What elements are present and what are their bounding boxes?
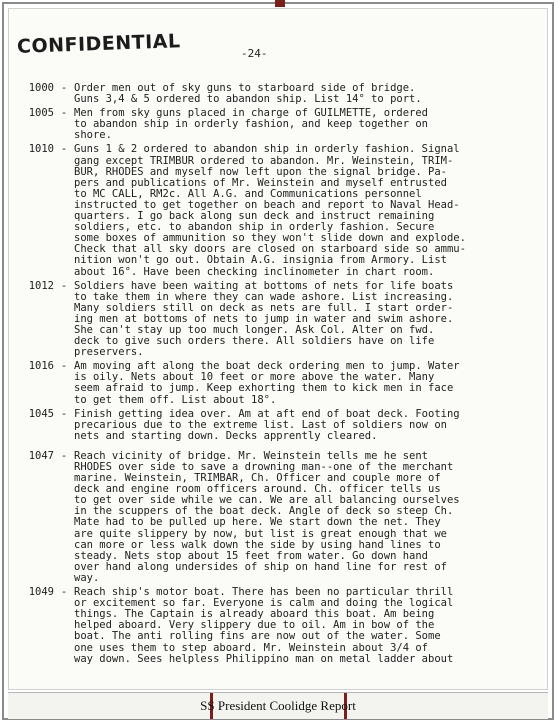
log-entry	[9, 361, 548, 405]
entry-dash: -	[60, 449, 68, 462]
entry-text: Soldiers have been waiting at bottoms of nets for life boats to take them in where they can wade ashore. List increasing. Many soldiers still on deck as nets are full. I start order- ing men at bottoms of nets to jump in water and swim ashore. She can't stay up too much longer. Ask Col. Alter on fwd. deck to give such orders there. All soldiers have on life preservers.	[74, 279, 454, 359]
caption-title: SS President Coolidge Report	[200, 698, 356, 713]
entry-text: Order men out of sky guns to starboard side of bridge. Guns 3,4 & 5 ordered to abandon ship. List 14° to port.	[74, 82, 422, 106]
log-entry	[9, 409, 548, 442]
log-entry	[9, 83, 548, 105]
entry-dash: -	[60, 82, 68, 94]
log-entry	[9, 108, 548, 141]
entry-dash: -	[60, 407, 68, 420]
entry-text: Guns 1 & 2 ordered to abandon ship in orderly fashion. Signal gang except TRIMBUR ordered to abandon. Mr. Weinstein, TRIM- BUR, RHODES and myself now left upon the signal bridge. Pa- pers and publications of Mr. Weinstein and myself entrusted to MC CALL, RM2c. All A.G. and Communications personnel instructed to get together on beach and report to Naval Head- quarters. I go back along sun deck and instruct remaining soldiers, etc. to abandon ship in orderly fashion. Secure some boxes of ammunition so they won't slide down and explode. Check that all sky doors are closed on starboard side so ammu- nition won't go out. Obtain A.G. insignia from Armory. List about 16°. Have been checking inclinometer in chart room.	[74, 143, 466, 278]
entry-text: Finish getting idea over. Am at aft end of boat deck. Footing precarious due to the extreme list. Last of soldiers now on nets and starting down. Decks apprently cleared.	[74, 407, 460, 442]
entry-dash: -	[60, 107, 68, 120]
entry-time: 1000	[28, 82, 54, 94]
log-entry	[9, 144, 548, 277]
entry-dash: -	[60, 586, 68, 599]
top-accent-bar	[275, 0, 285, 7]
entry-dash: -	[60, 360, 68, 373]
document-page	[8, 8, 548, 690]
page-number: -24-	[241, 47, 268, 60]
entry-dash: -	[60, 143, 68, 156]
entry-time: 1049	[28, 586, 54, 599]
entry-time: 1047	[28, 449, 54, 462]
entry-dash: -	[60, 279, 68, 292]
log-entries	[9, 83, 548, 668]
entry-time: 1012	[28, 279, 54, 292]
log-entry	[9, 281, 548, 359]
entry-text: Reach ship's motor boat. There has been no particular thrill or excitement so far. Everyone is calm and doing the logical things. The Captain is already aboard this boat. Am being helped aboard. Very slippery due to oil. Am in bow of the boat. The anti rolling fins are now out of the water. Some one uses them to step aboard. Mr. Weinstein about 3/4 of way down. Sees helpless Philippino man on metal ladder about	[74, 586, 454, 665]
entry-time: 1045	[28, 407, 54, 420]
entry-text: Reach vicinity of bridge. Mr. Weinstein tells me he sent RHODES over side to save a drowning man--one of the merchant marine. Weinstein, TRIMBAR, Ch. Officer and couple more of deck and engine room officers around. Ch. officer tells us to get over side while we can. We are all balancing ourselves in the scuppers of the boat deck. Angle of deck so steep Ch. Mate had to be pulled up here. We start down the net. They are quite slippery by now, but list is great enough that we can more or less walk down the side by using hand lines to steady. Nets stop about 15 feet from water. Go down hand over hand along undersides of ship on hand line for rest of way.	[74, 449, 460, 584]
entry-time: 1005	[28, 107, 54, 120]
caption-bar	[8, 692, 548, 719]
log-entry	[9, 587, 548, 665]
confidential-stamp: CONFIDENTIAL	[16, 30, 181, 58]
entry-time: 1010	[28, 143, 54, 156]
log-entry	[9, 451, 548, 584]
entry-time: 1016	[28, 360, 54, 373]
entry-text: Men from sky guns placed in charge of GUILMETTE, ordered to abandon ship in orderly fashion, and keep together on shore.	[74, 107, 429, 142]
entry-text: Am moving aft along the boat deck ordering men to jump. Water is oily. Nets about 10 feet or more above the water. Many seem afraid to jump. Keep exhorting them to kick men in face to get them off. List about 18°.	[74, 360, 460, 406]
